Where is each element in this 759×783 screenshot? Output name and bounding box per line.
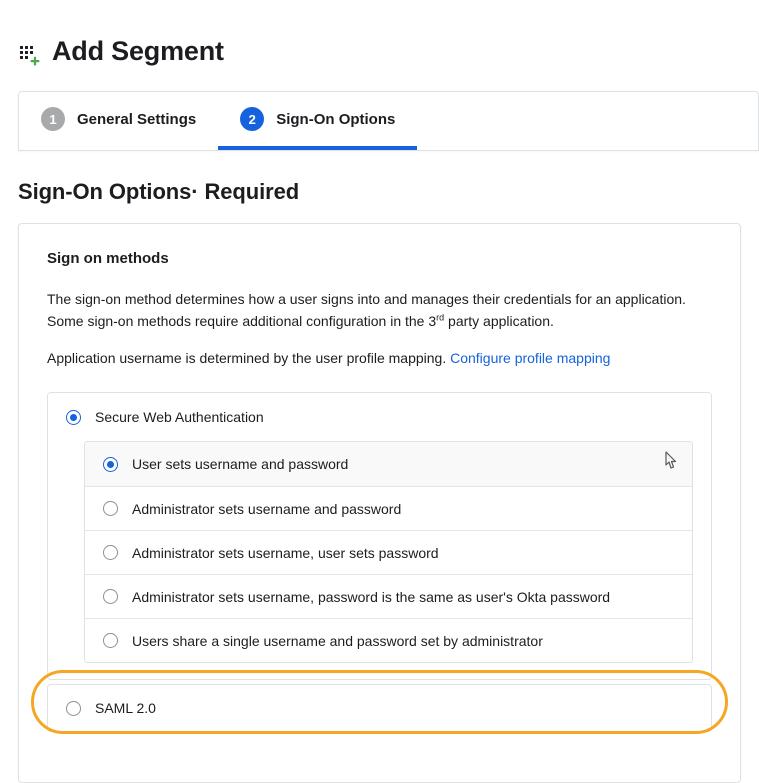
tabs-filler (417, 92, 758, 150)
secure-web-authentication-group (47, 392, 712, 680)
username-mapping-text (47, 348, 697, 370)
section-heading-text: Sign-On Options (18, 179, 192, 204)
saml-section (47, 684, 712, 732)
radio-saml-2-0-indicator[interactable] (66, 701, 81, 716)
radio-saml-2-0-label: SAML 2.0 (95, 700, 156, 717)
section-heading-required: · Required (191, 179, 300, 204)
tab-general-settings-number: 1 (41, 107, 65, 131)
sign-on-description-part1: The sign-on method determines how a user signs into and manages their credentials for an application. Some sign-on methods require additional configuration in the 3 (47, 291, 686, 329)
radio-secure-web-authentication-label: Secure Web Authentication (95, 409, 264, 426)
sign-on-description-part2: party application. (444, 312, 554, 329)
segments-grid-icon (18, 43, 42, 67)
page-title: Add Segment (52, 36, 224, 66)
swa-option-admin-username-user-password-label: Administrator sets username, user sets password (132, 544, 439, 561)
wizard-tabs (0, 91, 759, 151)
radio-secure-web-authentication[interactable] (48, 393, 711, 441)
sign-on-description-sup: rd (436, 312, 445, 323)
configure-profile-mapping-link[interactable]: Configure profile mapping (450, 350, 611, 367)
tab-general-settings[interactable] (19, 92, 218, 150)
username-mapping-label: Application username is determined by the user profile mapping. (47, 350, 447, 367)
swa-options-list (84, 441, 693, 663)
tab-sign-on-options-label: Sign-On Options (276, 110, 396, 128)
swa-option-shared-credentials-label: Users share a single username and password set by administrator (132, 632, 543, 649)
swa-option-admin-username-okta-password-indicator[interactable] (103, 589, 118, 604)
swa-option-user-sets-credentials[interactable] (85, 442, 692, 486)
radio-saml-2-0[interactable] (47, 684, 712, 732)
swa-option-shared-credentials-indicator[interactable] (103, 633, 118, 648)
tab-general-settings-label: General Settings (77, 110, 197, 128)
mouse-cursor-icon (662, 450, 678, 472)
radio-secure-web-authentication-indicator[interactable] (66, 410, 81, 425)
swa-option-admin-username-okta-password-label: Administrator sets username, password is the same as user's Okta password (132, 588, 611, 605)
swa-option-admin-username-user-password-indicator[interactable] (103, 545, 118, 560)
swa-option-user-sets-credentials-label: User sets username and password (132, 456, 349, 473)
card-title: Sign on methods (47, 250, 169, 267)
swa-option-admin-sets-credentials-label: Administrator sets username and password (132, 500, 402, 517)
page-header (0, 0, 759, 65)
sign-on-description (47, 289, 697, 332)
section-heading (0, 151, 759, 205)
swa-option-admin-username-user-password[interactable] (85, 530, 692, 574)
swa-option-admin-sets-credentials-indicator[interactable] (103, 501, 118, 516)
sign-on-methods-card (18, 223, 741, 783)
tab-sign-on-options[interactable] (218, 92, 417, 150)
swa-option-user-sets-credentials-indicator[interactable] (103, 457, 118, 472)
tab-sign-on-options-number: 2 (240, 107, 264, 131)
swa-option-shared-credentials[interactable] (85, 618, 692, 662)
swa-option-admin-sets-credentials[interactable] (85, 486, 692, 530)
swa-option-admin-username-okta-password[interactable] (85, 574, 692, 618)
